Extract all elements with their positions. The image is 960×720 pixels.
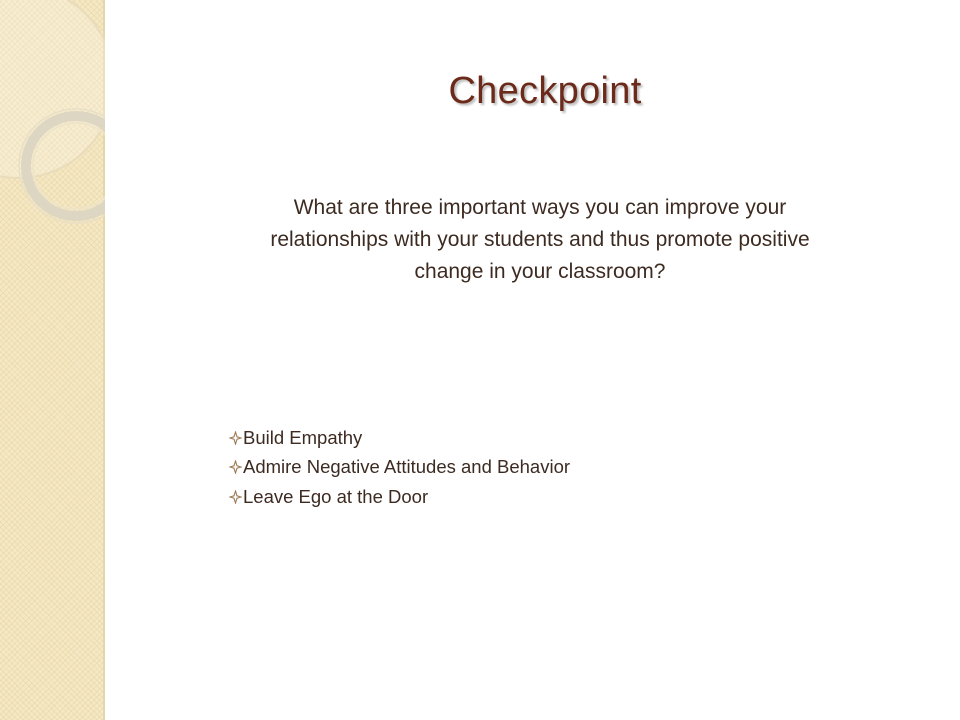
- question-line: What are three important ways you can improve your: [293, 196, 787, 219]
- hollow-star-bullet-icon: [229, 460, 242, 474]
- bullet-text: Leave Ego at the Door: [243, 485, 429, 507]
- question-text: [180, 192, 900, 288]
- bullet-list: [229, 423, 570, 512]
- slide-title: Checkpoint: [448, 70, 642, 112]
- bullet-item: [229, 453, 570, 483]
- circle-rings-decoration: [0, 0, 105, 260]
- question-line: change in your classroom?: [414, 260, 666, 283]
- bullet-text: Admire Negative Attitudes and Behavior: [243, 456, 571, 478]
- bullet-item: [229, 423, 570, 453]
- hollow-star-bullet-icon: [229, 431, 242, 445]
- bullet-text: Build Empathy: [243, 426, 363, 448]
- hollow-star-bullet-icon: [229, 490, 242, 504]
- question-line: relationships with your students and thus promote positive: [270, 228, 810, 251]
- decorative-sidebar: [0, 0, 105, 720]
- bullet-item: [229, 482, 570, 512]
